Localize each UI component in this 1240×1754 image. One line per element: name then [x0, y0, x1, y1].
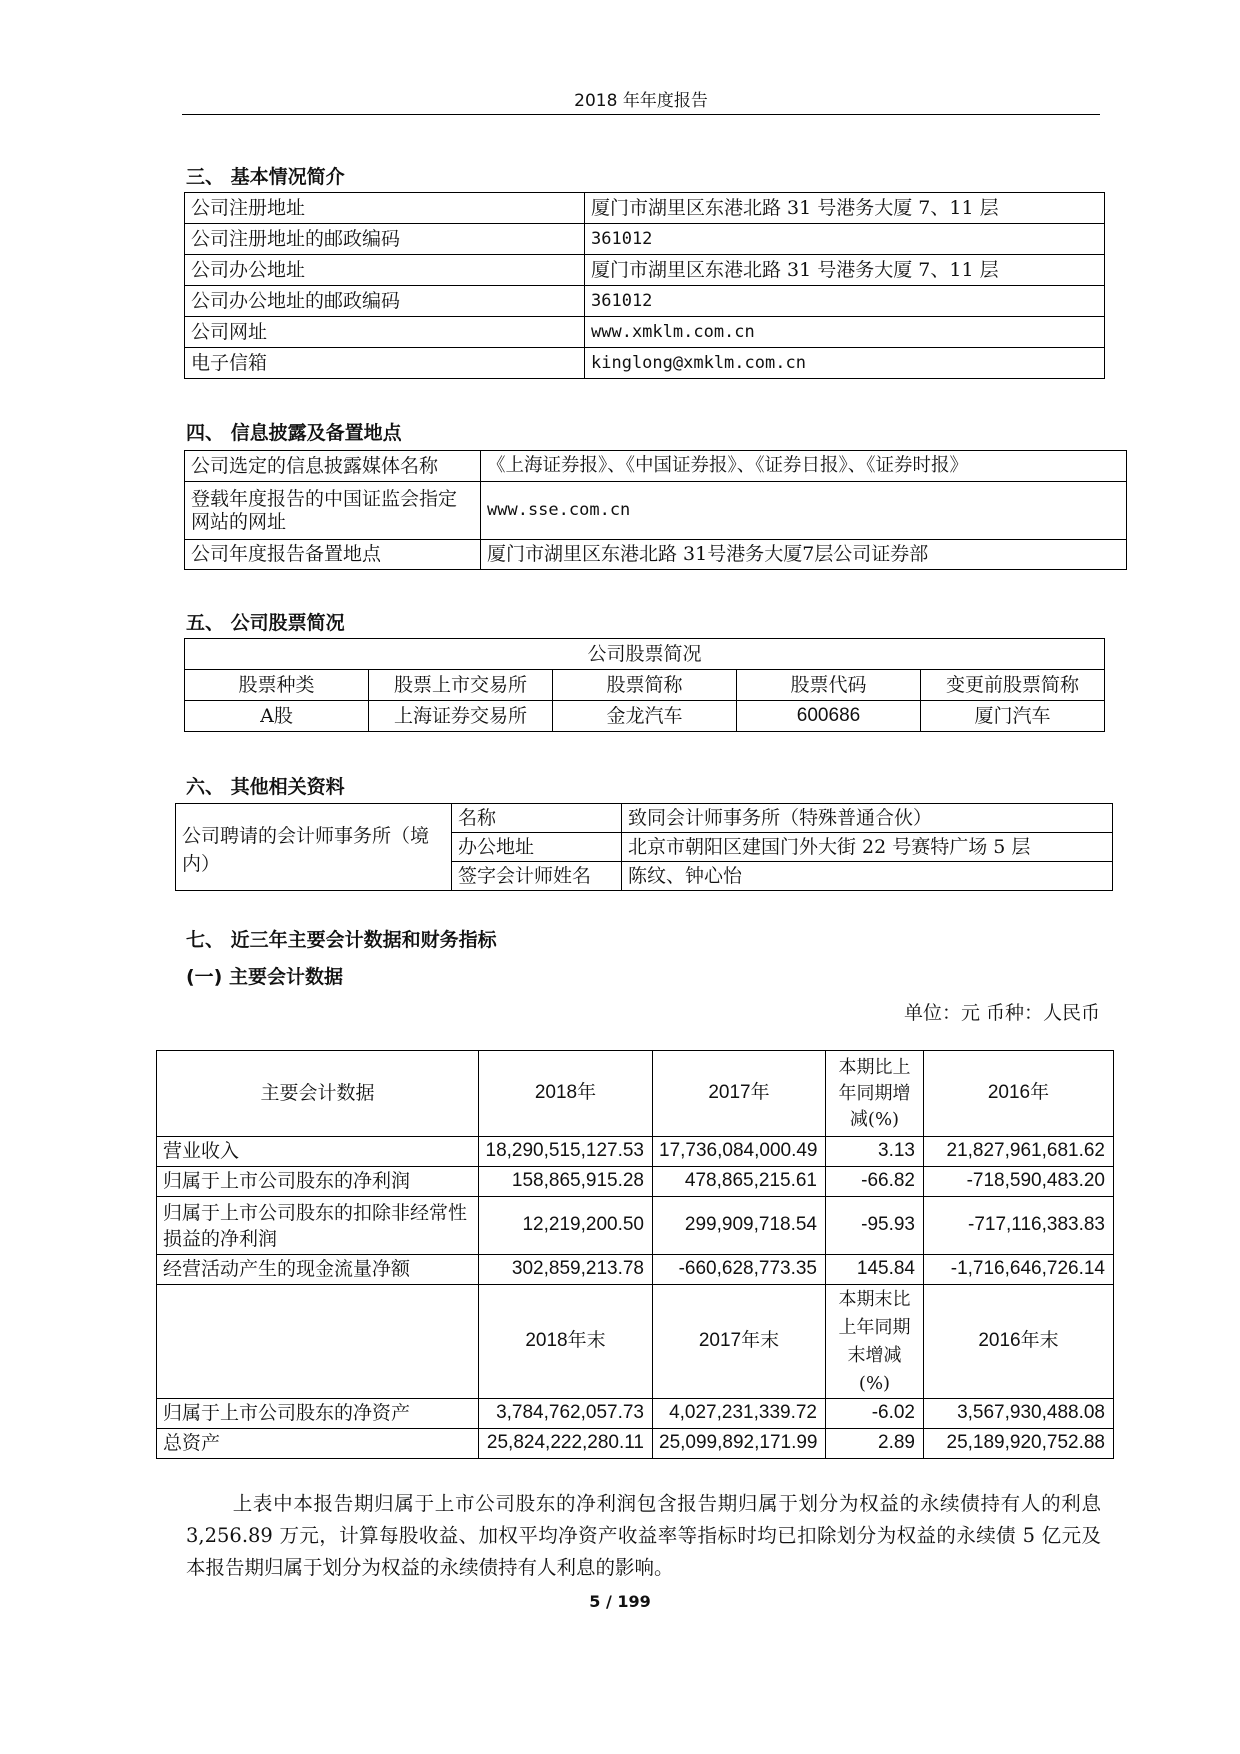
value-cell: -1,716,646,726.14	[924, 1255, 1114, 1285]
column-header: 2018年末	[479, 1285, 653, 1399]
value-cell: 12,219,200.50	[479, 1197, 653, 1255]
value-cell: -95.93	[826, 1197, 924, 1255]
table-title: 公司股票简况	[185, 639, 1105, 670]
row-label: 公司选定的信息披露媒体名称	[185, 451, 481, 482]
website-link[interactable]: www.xmklm.com.cn	[585, 317, 1105, 348]
row-label: 公司办公地址	[185, 255, 585, 286]
row-label: 公司注册地址的邮政编码	[185, 224, 585, 255]
section-7-title: 七、 近三年主要会计数据和财务指标	[186, 929, 497, 951]
header-divider	[182, 114, 1100, 115]
stock-short-name: 金龙汽车	[553, 701, 737, 732]
value-cell: -6.02	[826, 1399, 924, 1429]
metric-label: 归属于上市公司股东的净利润	[157, 1167, 479, 1197]
column-header: 股票上市交易所	[369, 670, 553, 701]
table-row	[176, 804, 1113, 833]
column-header: 变更前股票简称	[921, 670, 1105, 701]
row-label: 公司办公地址的邮政编码	[185, 286, 585, 317]
column-header: 股票种类	[185, 670, 369, 701]
column-header: 2017年末	[653, 1285, 826, 1399]
value-cell: 2.89	[826, 1429, 924, 1459]
value-cell: 25,824,222,280.11	[479, 1429, 653, 1459]
row-label: 公司注册地址	[185, 193, 585, 224]
column-header: 主要会计数据	[157, 1051, 479, 1137]
column-header: 本期末比上年同期末增减(%)	[826, 1285, 924, 1399]
table-row	[157, 1137, 1114, 1167]
accounting-data-table	[156, 1050, 1114, 1459]
column-header: 股票代码	[737, 670, 921, 701]
row-value: 厦门市湖里区东港北路 31号港务大厦7层公司证券部	[481, 540, 1127, 570]
website-link[interactable]: www.sse.com.cn	[481, 482, 1127, 540]
row-value: 361012	[585, 224, 1105, 255]
disclosure-table	[184, 450, 1127, 570]
value-cell: -718,590,483.20	[924, 1167, 1114, 1197]
row-label: 办公地址	[452, 833, 622, 862]
column-header: 2016年末	[924, 1285, 1114, 1399]
table-row	[157, 1429, 1114, 1459]
auditor-group-label: 公司聘请的会计师事务所（境内）	[176, 804, 452, 891]
unit-currency-note: 单位：元 币种：人民币	[903, 1002, 1100, 1024]
section-5-title: 五、 公司股票简况	[186, 612, 345, 634]
value-cell: 21,827,961,681.62	[924, 1137, 1114, 1167]
table-row	[185, 317, 1105, 348]
table-row	[185, 224, 1105, 255]
row-label: 名称	[452, 804, 622, 833]
column-header: 2017年	[653, 1051, 826, 1137]
table-row	[185, 255, 1105, 286]
row-label: 登载年度报告的中国证监会指定网站的网址	[185, 482, 481, 540]
value-cell: 25,099,892,171.99	[653, 1429, 826, 1459]
page-number: 5 / 199	[589, 1592, 651, 1611]
table-row	[185, 701, 1105, 732]
value-cell: 25,189,920,752.88	[924, 1429, 1114, 1459]
table-row	[185, 348, 1105, 379]
value-cell: 478,865,215.61	[653, 1167, 826, 1197]
row-label: 公司年度报告备置地点	[185, 540, 481, 570]
value-cell: 3,784,762,057.73	[479, 1399, 653, 1429]
table-row	[185, 451, 1127, 482]
metric-label: 归属于上市公司股东的扣除非经常性损益的净利润	[157, 1197, 479, 1255]
metric-label: 营业收入	[157, 1137, 479, 1167]
column-header: 2018年	[479, 1051, 653, 1137]
table-header-row	[157, 1051, 1114, 1137]
section-3-title: 三、 基本情况简介	[186, 166, 345, 188]
column-header	[157, 1285, 479, 1399]
table-title-row	[185, 639, 1105, 670]
stock-table	[184, 638, 1105, 732]
value-cell: 299,909,718.54	[653, 1197, 826, 1255]
value-cell: -717,116,383.83	[924, 1197, 1114, 1255]
value-cell: -66.82	[826, 1167, 924, 1197]
value-cell: 17,736,084,000.49	[653, 1137, 826, 1167]
row-value: 陈纹、钟心怡	[622, 862, 1113, 891]
table-row	[157, 1167, 1114, 1197]
row-value: 致同会计师事务所（特殊普通合伙）	[622, 804, 1113, 833]
table-header-row	[185, 670, 1105, 701]
table-row	[157, 1255, 1114, 1285]
column-header: 股票简称	[553, 670, 737, 701]
value-cell: 3.13	[826, 1137, 924, 1167]
row-label: 电子信箱	[185, 348, 585, 379]
auditor-table	[175, 803, 1113, 891]
table-header-row	[157, 1285, 1114, 1399]
row-value: 《上海证券报》、《中国证券报》、《证券日报》、《证券时报》	[481, 451, 1127, 482]
stock-code: 600686	[737, 701, 921, 732]
value-cell: -660,628,773.35	[653, 1255, 826, 1285]
row-value: 厦门市湖里区东港北路 31 号港务大厦 7、11 层	[585, 193, 1105, 224]
section-4-title: 四、 信息披露及备置地点	[186, 422, 402, 444]
row-label: 公司网址	[185, 317, 585, 348]
row-value: 361012	[585, 286, 1105, 317]
stock-exchange: 上海证券交易所	[369, 701, 553, 732]
value-cell: 4,027,231,339.72	[653, 1399, 826, 1429]
table-row	[185, 540, 1127, 570]
column-header: 2016年	[924, 1051, 1114, 1137]
value-cell: 145.84	[826, 1255, 924, 1285]
value-cell: 158,865,915.28	[479, 1167, 653, 1197]
metric-label: 经营活动产生的现金流量净额	[157, 1255, 479, 1285]
basic-info-table	[184, 192, 1105, 379]
stock-type: A股	[185, 701, 369, 732]
report-header: 2018 年年度报告	[574, 91, 708, 111]
value-cell: 302,859,213.78	[479, 1255, 653, 1285]
former-short-name: 厦门汽车	[921, 701, 1105, 732]
row-value: 厦门市湖里区东港北路 31 号港务大厦 7、11 层	[585, 255, 1105, 286]
table-row	[157, 1399, 1114, 1429]
value-cell: 18,290,515,127.53	[479, 1137, 653, 1167]
row-value: 北京市朝阳区建国门外大街 22 号赛特广场 5 层	[622, 833, 1113, 862]
note-paragraph	[186, 1488, 1101, 1584]
table-row	[185, 193, 1105, 224]
table-row	[185, 482, 1127, 540]
metric-label: 总资产	[157, 1429, 479, 1459]
note-text: 上表中本报告期归属于上市公司股东的净利润包含报告期归属于划分为权益的永续债持有人的利息 3,256.89 万元，计算每股收益、加权平均净资产收益率等指标时均已扣除划分为权益的永续债 5 亿元及本报告期归属于划分为权益的永续债持有人利息的影响。	[186, 1492, 1101, 1579]
section-6-title: 六、 其他相关资料	[186, 776, 345, 798]
section-7-subtitle: (一) 主要会计数据	[186, 966, 343, 988]
row-label: 签字会计师姓名	[452, 862, 622, 891]
table-row	[157, 1197, 1114, 1255]
email-link[interactable]: kinglong@xmklm.com.cn	[585, 348, 1105, 379]
table-row	[185, 286, 1105, 317]
metric-label: 归属于上市公司股东的净资产	[157, 1399, 479, 1429]
column-header: 本期比上年同期增减(%)	[826, 1051, 924, 1137]
value-cell: 3,567,930,488.08	[924, 1399, 1114, 1429]
